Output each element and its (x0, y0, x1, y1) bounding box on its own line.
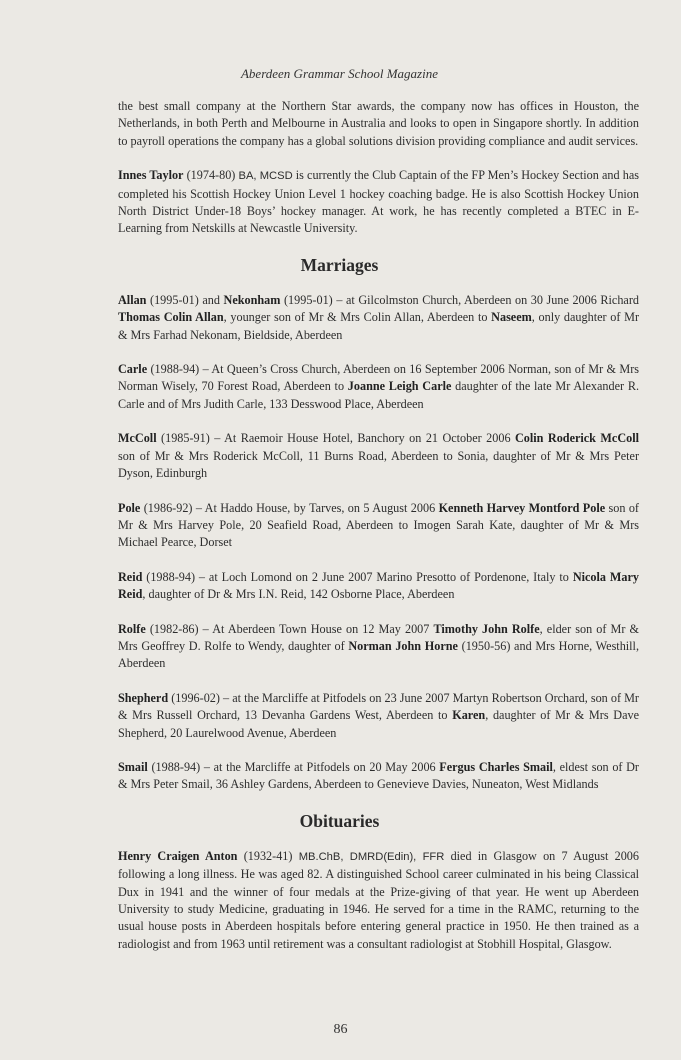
entry-name: Innes Taylor (118, 168, 184, 183)
entry-name: Nekonham (223, 292, 281, 307)
entry-name: Kenneth Harvey Montford Pole (438, 500, 606, 515)
marriage-entry-reid (118, 569, 639, 604)
entry-text: son of Mr & Mrs Roderick McColl, 11 Burns Road, Aberdeen to Sonia, daughter of Mr & Mrs Peter Dyson, Edinburgh (118, 448, 639, 481)
entry-text: (1985-91) – At Raemoir House Hotel, Banchory on 21 October 2006 (156, 431, 515, 446)
marriage-entry-pole (118, 500, 639, 552)
entry-text: daughter of the late Mr Alexander R. Carle and of Mrs Judith Carle, 133 Desswood Place, Aberdeen (118, 379, 639, 411)
entry-text: , daughter of Dr & Mrs I.N. Reid, 142 Osborne Place, Aberdeen (142, 587, 455, 602)
entry-text: died in Glasgow on 7 August 2006 following a long illness. He was aged 82. A distinguished School career culminated in his being Classical Dux in 1941 and the winner of four medals at the Prize-giving of that year. He went up Aberdeen University to study Medicine, graduating in 1946. He served for a time in the RAMC, returning to the usual house posts in Aberdeen hospitals before entering general practice in 1950. He then trained as a radiologist and from 1963 until retirement was a consultant radiologist at Stobhill Hospital, Glasgow. (118, 848, 639, 951)
entry-name: Naseem (491, 310, 532, 325)
marriage-entry-rolfe (118, 621, 639, 673)
entry-text: son of Mr & Mrs Harvey Pole, 20 Seafield Road, Aberdeen to Imogen Sarah Kate, daughter of Mr & Mrs Michael Pearce, Dorset (118, 500, 639, 550)
entry-name: Carle (118, 362, 148, 377)
entry-text: (1995-01) and (146, 292, 224, 307)
entry-text: , younger son of Mr & Mrs Colin Allan, Aberdeen to (223, 310, 492, 325)
entry-text: (1995-01) – at Gilcolmston Church, Aberdeen on 30 June 2006 Richard (280, 292, 639, 307)
entry-text: (1988-94) – At Queen’s Cross Church, Aberdeen on 16 September 2006 Norman, son of Mr & Mrs Norman Wisely, 70 Forest Road, Aberdeen to (118, 362, 639, 394)
entry-name: Karen (452, 708, 486, 723)
entry-years: (1974-80) (183, 168, 239, 183)
entry-text: (1982-86) – At Aberdeen Town House on 12 May 2007 (145, 621, 434, 636)
marriage-entry-smail (118, 759, 639, 794)
marriage-entry-carle (118, 361, 639, 413)
entry-name: Norman John Horne (348, 638, 458, 653)
marriage-entry-mccoll (118, 430, 639, 482)
entry-text: (1950-56) and Mrs Horne, Westhill, Aberdeen (118, 638, 639, 671)
entry-text: , eldest son of Dr & Mrs Peter Smail, 36 Ashley Gardens, Aberdeen to Genevieve Davies, Nuneaton, West Midlands (118, 759, 639, 792)
entry-text: , elder son of Mr & Mrs Geoffrey D. Rolfe to Wendy, daughter of (118, 621, 639, 653)
marriage-entry-shepherd (118, 690, 639, 742)
entry-text: (1988-94) – at Loch Lomond on 2 June 2007 Marino Presotto of Pordenone, Italy to (142, 569, 573, 584)
running-head: Aberdeen Grammar School Magazine (240, 66, 438, 81)
entry-name: Smail (118, 759, 148, 774)
entry-name: Reid (118, 569, 143, 584)
entry-name: Colin Roderick McColl (515, 431, 639, 446)
entry-name: Fergus Charles Smail (439, 759, 553, 774)
entry-years: (1932-41) (237, 848, 299, 863)
page-number: 86 (333, 1022, 348, 1037)
entry-innes-taylor (118, 167, 639, 238)
entry-name: Rolfe (118, 621, 146, 636)
entry-name: McColl (118, 431, 157, 446)
entry-name: Joanne Leigh Carle (347, 379, 452, 394)
marriage-entry-allan (118, 292, 639, 344)
entry-name: Allan (118, 292, 147, 307)
entry-text: , only daughter of Mr & Mrs Farhad Nekonam, Bieldside, Aberdeen (118, 310, 639, 342)
obituary-entry-anton (118, 848, 639, 953)
entry-text: , daughter of Mr & Mrs Dave Shepherd, 20 Laurelwood Avenue, Aberdeen (118, 708, 639, 740)
entry-name: Pole (118, 500, 141, 515)
obituaries-heading: Obituaries (299, 810, 380, 831)
entry-qualifications: BA, MCSD (238, 170, 293, 183)
intro-paragraph: the best small company at the Northern Star awards, the company now has offices in Houston, the Netherlands, in both Perth and Melbourne in Australia and looks to open in Singapore shortly. In addition to payroll operations the company has a global solutions division providing compliance and audit services. (118, 99, 639, 148)
entry-name: Thomas Colin Allan (118, 310, 224, 325)
entry-text: (1986-92) – At Haddo House, by Tarves, on 5 August 2006 (140, 500, 439, 515)
entry-text: is currently the Club Captain of the FP Men’s Hockey Section and has completed his Scottish Hockey Union Level 1 hockey coaching badge. He is also Scottish Hockey Union North District Under-18 Boys’ hockey manager. At work, he has recently completed a BTEC in E-Learning from Netskills at Newcastle University. (118, 168, 639, 236)
entry-name: Henry Craigen Anton (118, 848, 238, 863)
marriages-heading: Marriages (300, 254, 379, 275)
entry-qualifications: MB.ChB, DMRD(Edin), FFR (298, 850, 445, 863)
entry-name: Shepherd (118, 690, 169, 705)
entry-text: (1988-94) – at the Marcliffe at Pitfodels on 20 May 2006 (147, 759, 440, 774)
entry-name: Timothy John Rolfe (433, 621, 540, 636)
entry-text: (1996-02) – at the Marcliffe at Pitfodels on 23 June 2007 Martyn Robertson Orchard, son of Mr & Mrs Russell Orchard, 13 Devanha Gardens West, Aberdeen to (118, 690, 639, 723)
entry-name: Nicola Mary Reid (118, 569, 639, 602)
